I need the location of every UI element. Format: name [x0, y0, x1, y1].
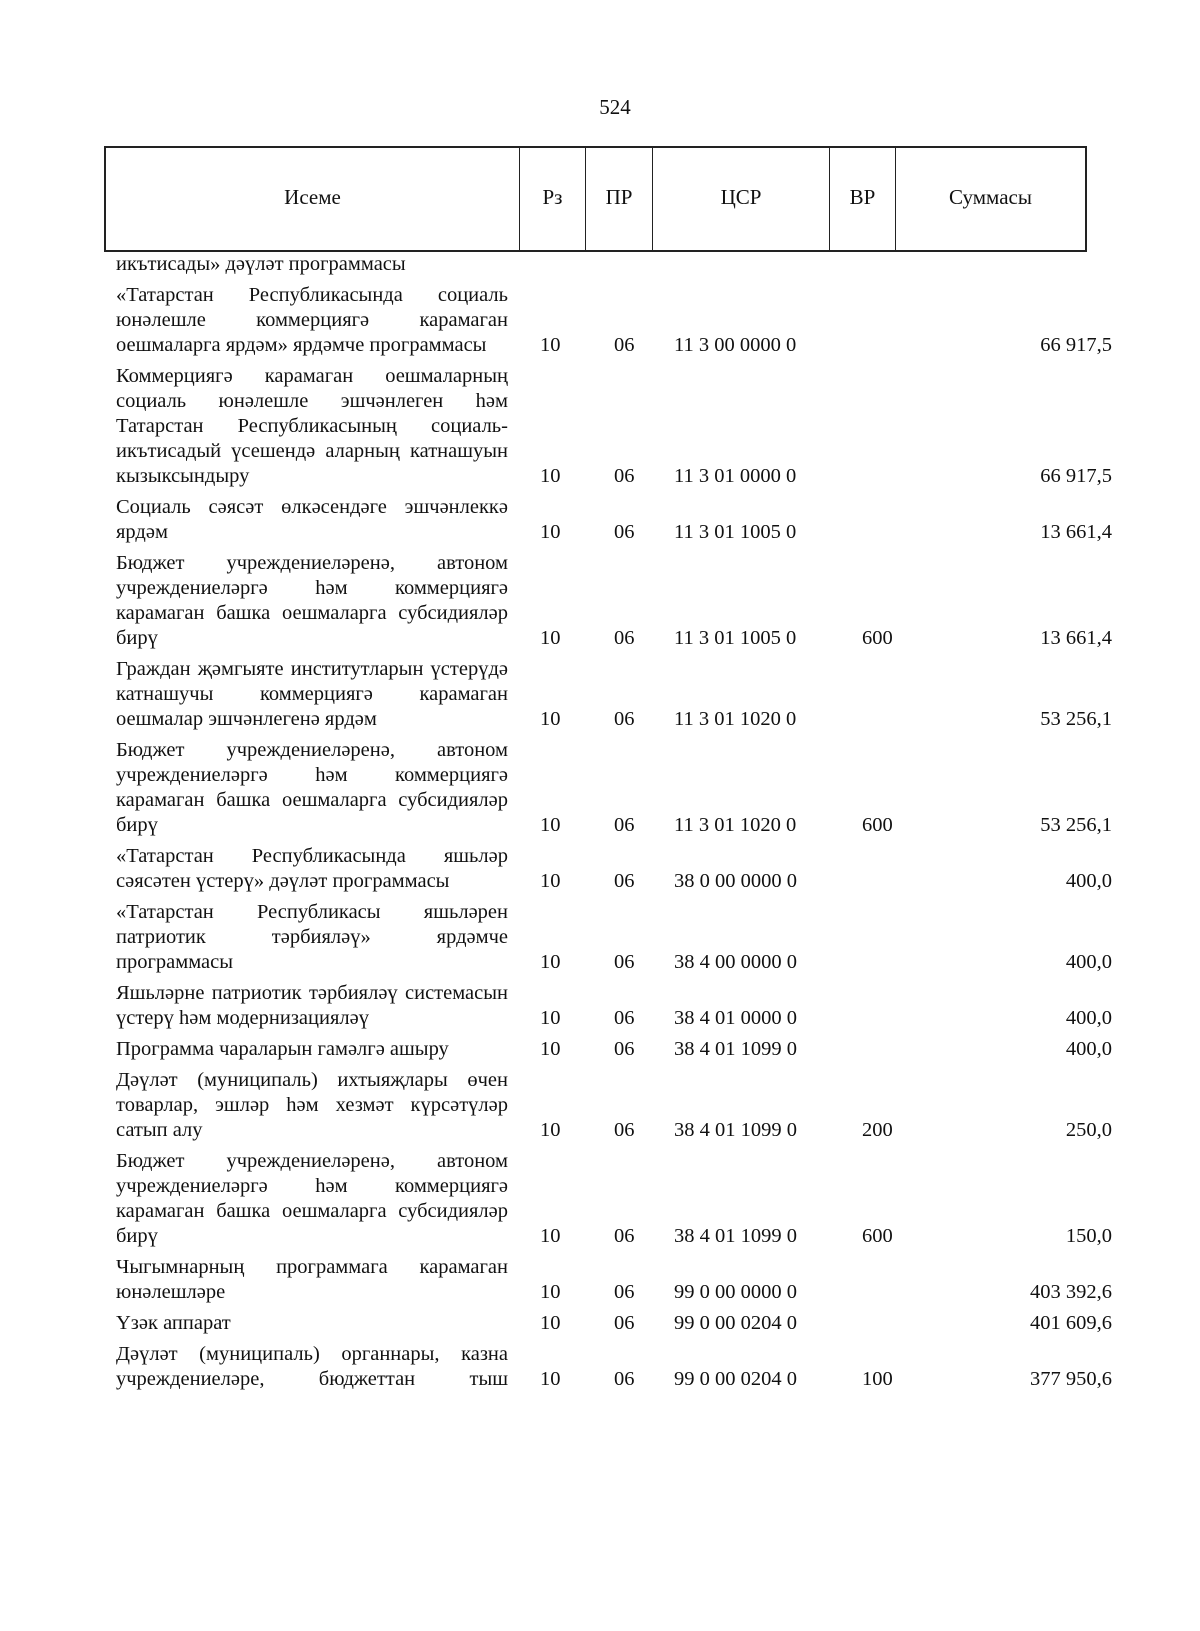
table-body	[0, 252, 1200, 1392]
row-rz: 10	[540, 1007, 561, 1029]
row-vr: 600	[862, 1225, 893, 1247]
table-row	[0, 252, 1200, 277]
row-csr: 11 3 00 0000 0	[674, 334, 797, 356]
row-pr: 06	[614, 1225, 635, 1247]
header-csr: ЦСР	[653, 148, 830, 250]
row-csr: 11 3 01 1005 0	[674, 521, 797, 543]
row-sum: 66 917,5	[1040, 334, 1112, 356]
row-name: «Татарстан Республикасында яшьләр сәясәтен үстерү» дәүләт программасы	[116, 845, 508, 892]
row-rz: 10	[540, 814, 561, 836]
table-row	[0, 1149, 1200, 1249]
row-pr: 06	[614, 1312, 635, 1334]
table-row	[0, 900, 1200, 975]
row-sum: 53 256,1	[1040, 708, 1112, 730]
row-rz: 10	[540, 870, 561, 892]
row-name: Бюджет учреждениеләренә, автоном учреждениеләргә һәм коммерциягә карамаган башка оешмаларга субсидияләр бирү	[116, 739, 508, 836]
row-sum: 400,0	[1065, 1038, 1112, 1060]
row-name: Чыгымнарның программага карамаган юнәлешләре	[116, 1256, 508, 1303]
row-pr: 06	[614, 627, 635, 649]
row-vr: 100	[862, 1368, 893, 1390]
row-pr: 06	[614, 708, 635, 730]
row-name: Дәүләт (муниципаль) органнары, казна учреждениеләре, бюджеттан тыш	[116, 1343, 508, 1390]
row-rz: 10	[540, 1312, 561, 1334]
row-name: икътисады» дәүләт программасы	[116, 253, 406, 275]
table-row	[0, 283, 1200, 358]
row-name: Дәүләт (муниципаль) ихтыяҗлары өчен товарлар, эшләр һәм хезмәт күрсәтүләр сатып алу	[116, 1069, 508, 1141]
row-pr: 06	[614, 951, 635, 973]
table-row	[0, 738, 1200, 838]
table-row	[0, 364, 1200, 489]
row-pr: 06	[614, 1368, 635, 1390]
row-vr: 600	[862, 814, 893, 836]
row-sum: 53 256,1	[1040, 814, 1112, 836]
row-sum: 66 917,5	[1040, 465, 1112, 487]
row-rz: 10	[540, 1225, 561, 1247]
table-row	[0, 1255, 1200, 1305]
row-name: Граждан җәмгыяте институтларын үстерүдә катнашучы коммерциягә карамаган оешмалар эшчәнлегенә ярдәм	[116, 658, 508, 730]
table-header	[104, 146, 1087, 252]
row-pr: 06	[614, 465, 635, 487]
row-rz: 10	[540, 521, 561, 543]
table-row	[0, 1068, 1200, 1143]
row-rz: 10	[540, 1038, 561, 1060]
row-sum: 403 392,6	[1030, 1281, 1112, 1303]
row-csr: 38 4 00 0000 0	[674, 951, 797, 973]
row-csr: 99 0 00 0000 0	[674, 1281, 797, 1303]
row-csr: 38 4 01 0000 0	[674, 1007, 797, 1029]
header-vr: ВР	[830, 148, 896, 250]
row-vr: 200	[862, 1119, 893, 1141]
table-row	[0, 657, 1200, 732]
row-sum: 400,0	[1065, 870, 1112, 892]
row-name: Үзәк аппарат	[116, 1312, 231, 1334]
table-row	[0, 1342, 1200, 1392]
table-row	[0, 1037, 1200, 1062]
row-pr: 06	[614, 1281, 635, 1303]
row-csr: 99 0 00 0204 0	[674, 1368, 797, 1390]
row-csr: 11 3 01 1020 0	[674, 814, 797, 836]
table-row	[0, 1311, 1200, 1336]
row-name: «Татарстан Республикасында социаль юнәлешле коммерциягә карамаган оешмаларга ярдәм» ярдәмче программасы	[116, 284, 508, 356]
row-csr: 38 4 01 1099 0	[674, 1038, 797, 1060]
table-row	[0, 981, 1200, 1031]
row-csr: 11 3 01 1005 0	[674, 627, 797, 649]
row-pr: 06	[614, 521, 635, 543]
row-sum: 250,0	[1065, 1119, 1112, 1141]
row-sum: 377 950,6	[1030, 1368, 1112, 1390]
row-pr: 06	[614, 870, 635, 892]
row-pr: 06	[614, 334, 635, 356]
row-pr: 06	[614, 1038, 635, 1060]
row-pr: 06	[614, 1119, 635, 1141]
page-number: 524	[599, 95, 631, 119]
row-csr: 11 3 01 0000 0	[674, 465, 797, 487]
row-csr: 38 4 01 1099 0	[674, 1119, 797, 1141]
header-rz: Рз	[520, 148, 586, 250]
row-csr: 38 0 00 0000 0	[674, 870, 797, 892]
row-name: Яшьләрне патриотик тәрбияләү системасын үстерү һәм модернизацияләү	[116, 982, 508, 1029]
table-row	[0, 844, 1200, 894]
row-rz: 10	[540, 334, 561, 356]
row-rz: 10	[540, 1119, 561, 1141]
table-row	[0, 551, 1200, 651]
row-rz: 10	[540, 708, 561, 730]
row-csr: 38 4 01 1099 0	[674, 1225, 797, 1247]
row-name: Социаль сәясәт өлкәсендәге эшчәнлеккә ярдәм	[116, 496, 508, 543]
row-rz: 10	[540, 465, 561, 487]
row-pr: 06	[614, 1007, 635, 1029]
header-name: Исеме	[106, 148, 520, 250]
row-sum: 13 661,4	[1040, 521, 1112, 543]
row-rz: 10	[540, 627, 561, 649]
row-vr: 600	[862, 627, 893, 649]
row-rz: 10	[540, 951, 561, 973]
row-sum: 150,0	[1065, 1225, 1112, 1247]
row-sum: 400,0	[1065, 951, 1112, 973]
row-name: Бюджет учреждениеләренә, автоном учреждениеләргә һәм коммерциягә карамаган башка оешмаларга субсидияләр бирү	[116, 552, 508, 649]
row-name: Бюджет учреждениеләренә, автоном учреждениеләргә һәм коммерциягә карамаган башка оешмаларга субсидияләр бирү	[116, 1150, 508, 1247]
table-row	[0, 495, 1200, 545]
header-sum: Суммасы	[949, 184, 1032, 209]
row-pr: 06	[614, 814, 635, 836]
row-csr: 11 3 01 1020 0	[674, 708, 797, 730]
row-name: Коммерциягә карамаган оешмаларның социаль юнәлешле эшчәнлеген һәм Татарстан Республикасының социаль-икътисадый үсешендә аларның катнашуын кызыксындыру	[116, 365, 508, 487]
row-csr: 99 0 00 0204 0	[674, 1312, 797, 1334]
row-sum: 13 661,4	[1040, 627, 1112, 649]
row-sum: 400,0	[1065, 1007, 1112, 1029]
row-rz: 10	[540, 1368, 561, 1390]
row-sum: 401 609,6	[1030, 1312, 1112, 1334]
row-rz: 10	[540, 1281, 561, 1303]
row-name: «Татарстан Республикасы яшьләрен патриотик тәрбияләү» ярдәмче программасы	[116, 901, 508, 973]
row-name: Программа чараларын гамәлгә ашыру	[116, 1038, 449, 1060]
header-pr: ПР	[586, 148, 653, 250]
